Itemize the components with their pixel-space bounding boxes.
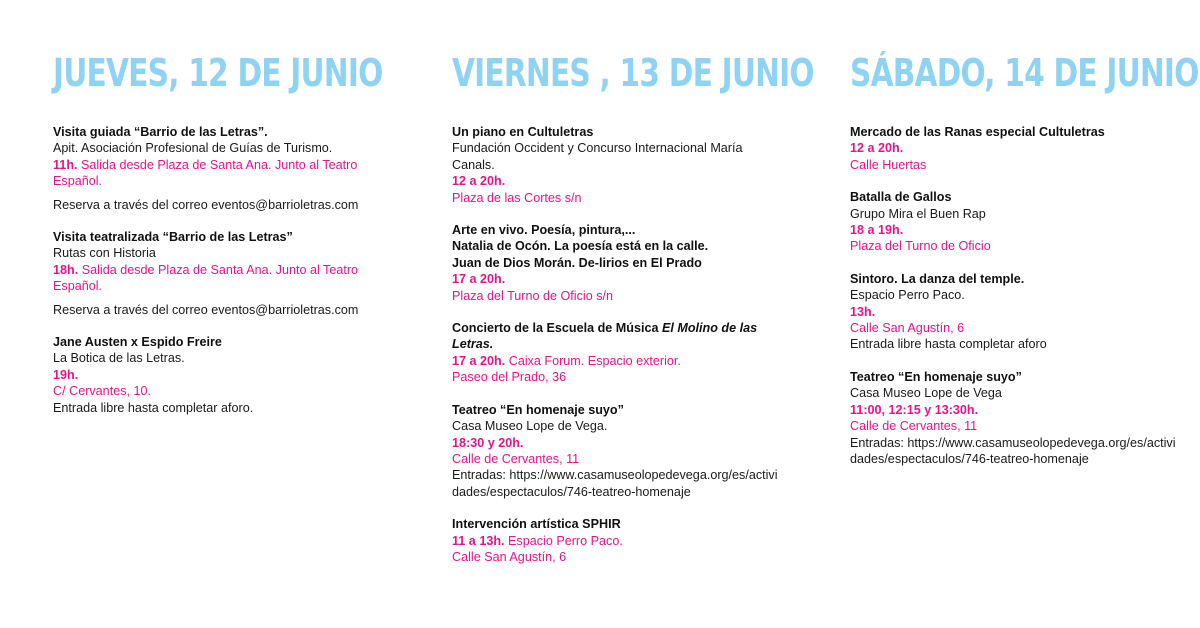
event-item — [452, 516, 782, 565]
event-place: Calle de Cervantes, 11 — [452, 451, 580, 466]
event-time-value: 12 a 20h. — [850, 141, 904, 156]
event-title: Visita guiada “Barrio de las Letras”. — [53, 125, 268, 139]
event-time: 11 a 13h. — [452, 533, 505, 548]
event-description: Espacio Perro Paco. — [850, 288, 965, 303]
event-place: Plaza del Turno de Oficio — [850, 239, 991, 254]
event-place: Calle San Agustín, 6 — [850, 321, 965, 336]
day-title: SÁBADO, 14 DE JUNIO — [850, 51, 1199, 95]
day-column-saturday — [850, 0, 1199, 483]
event-note: Reserva a través del correo eventos@barrioletras.com — [53, 197, 359, 212]
event-note: Entradas: https://www.casamuseolopedevega.org/es/actividades/espectaculos/746-teatreo-homenaje — [452, 468, 778, 499]
event-note: Entrada libre hasta completar aforo — [850, 337, 1047, 352]
event-list — [850, 124, 1180, 467]
day-title: JUEVES, 12 DE JUNIO — [53, 51, 383, 95]
event-time-place — [53, 157, 383, 190]
event-note: Entradas: https://www.casamuseolopedevega.org/es/actividades/espectaculos/746-teatreo-homenaje — [850, 435, 1176, 466]
event-title-italic: El Molino de las Letras. — [452, 321, 758, 352]
event-time: 11h. — [53, 157, 78, 172]
event-list — [452, 124, 782, 565]
event-time-place — [452, 353, 782, 369]
event-title: Sintoro. La danza del temple. — [850, 271, 1025, 286]
event-venue: Caixa Forum. Espacio exterior. — [505, 353, 681, 368]
event-time — [53, 367, 383, 383]
event-title: Teatreo “En homenaje suyo” — [850, 369, 1022, 384]
event-note: Entrada libre hasta completar aforo. — [53, 400, 254, 415]
day-column-thursday — [53, 0, 383, 432]
event-title: Un piano en Cultuletras — [452, 125, 594, 139]
event-title-line: Natalia de Ocón. La poesía está en la calle. — [452, 239, 709, 254]
event-title-line: Juan de Dios Morán. De-lirios en El Prado — [452, 255, 702, 270]
event-time-place — [452, 533, 782, 549]
event-item — [452, 124, 782, 206]
event-item — [452, 320, 782, 386]
event-place: Calle de Cervantes, 11 — [850, 419, 978, 434]
event-title: Jane Austen x Espido Freire — [53, 335, 222, 350]
event-time — [850, 402, 1180, 418]
event-description: Casa Museo Lope de Vega — [850, 386, 1002, 401]
event-item — [850, 271, 1180, 353]
event-title: Arte en vivo. Poesía, pintura,... — [452, 223, 636, 238]
event-description: Grupo Mira el Buen Rap — [850, 206, 986, 221]
event-time-place — [53, 262, 383, 295]
event-item — [452, 402, 782, 500]
event-title: Mercado de las Ranas especial Cultuletras — [850, 125, 1105, 139]
event-note: Reserva a través del correo eventos@barrioletras.com — [53, 302, 359, 317]
event-item — [850, 189, 1180, 255]
event-title: Visita teatralizada “Barrio de las Letras” — [53, 230, 293, 245]
event-item — [850, 369, 1180, 467]
event-description: Casa Museo Lope de Vega. — [452, 419, 608, 434]
event-place: Calle San Agustín, 6 — [452, 549, 567, 564]
event-time: 18h. — [53, 262, 79, 277]
event-item — [53, 334, 383, 416]
event-list — [53, 124, 383, 416]
event-time-value: 17 a 20h. — [452, 272, 506, 287]
event-place: Paseo del Prado, 36 — [452, 370, 567, 385]
event-item — [850, 124, 1180, 173]
event-place: Plaza de las Cortes s/n — [452, 190, 582, 205]
event-title: Intervención artística SPHIR — [452, 517, 621, 532]
event-title-text: Concierto de la Escuela de Música — [452, 321, 662, 336]
event-time — [850, 140, 1180, 156]
event-description: La Botica de las Letras. — [53, 351, 185, 366]
event-title: Teatreo “En homenaje suyo” — [452, 402, 624, 417]
event-venue: Espacio Perro Paco. — [504, 533, 623, 548]
event-time-value: 18 a 19h. — [850, 223, 904, 238]
event-time — [452, 271, 782, 287]
event-description: Rutas con Historia — [53, 246, 156, 261]
event-place: Calle Huertas — [850, 157, 927, 172]
event-place: Plaza del Turno de Oficio s/n — [452, 288, 614, 303]
event-title: Batalla de Gallos — [850, 190, 952, 205]
event-time — [452, 173, 782, 189]
event-time-value: 19h. — [53, 367, 79, 382]
event-time-value: 11:00, 12:15 y 13:30h. — [850, 402, 979, 417]
event-description: Apit. Asociación Profesional de Guías de Turismo. — [53, 141, 333, 156]
event-time-value: 13h. — [850, 304, 876, 319]
event-time — [452, 435, 782, 451]
event-time — [850, 222, 1180, 238]
event-item — [53, 229, 383, 318]
event-description: Fundación Occident y Concurso Internacional María Canals. — [452, 141, 743, 172]
event-time — [850, 304, 1180, 320]
event-time-value: 12 a 20h. — [452, 174, 506, 189]
event-place: C/ Cervantes, 10. — [53, 384, 151, 399]
event-place: Salida desde Plaza de Santa Ana. Junto al Teatro Español. — [53, 262, 359, 294]
event-item — [53, 124, 383, 213]
event-place: Salida desde Plaza de Santa Ana. Junto al Teatro Español. — [53, 157, 358, 189]
day-title: VIERNES , 13 DE JUNIO — [452, 51, 814, 95]
event-time-value: 18:30 y 20h. — [452, 435, 524, 450]
event-item — [452, 222, 782, 304]
event-title — [452, 320, 782, 353]
event-time: 17 a 20h. — [452, 353, 506, 368]
day-column-friday — [452, 0, 814, 581]
